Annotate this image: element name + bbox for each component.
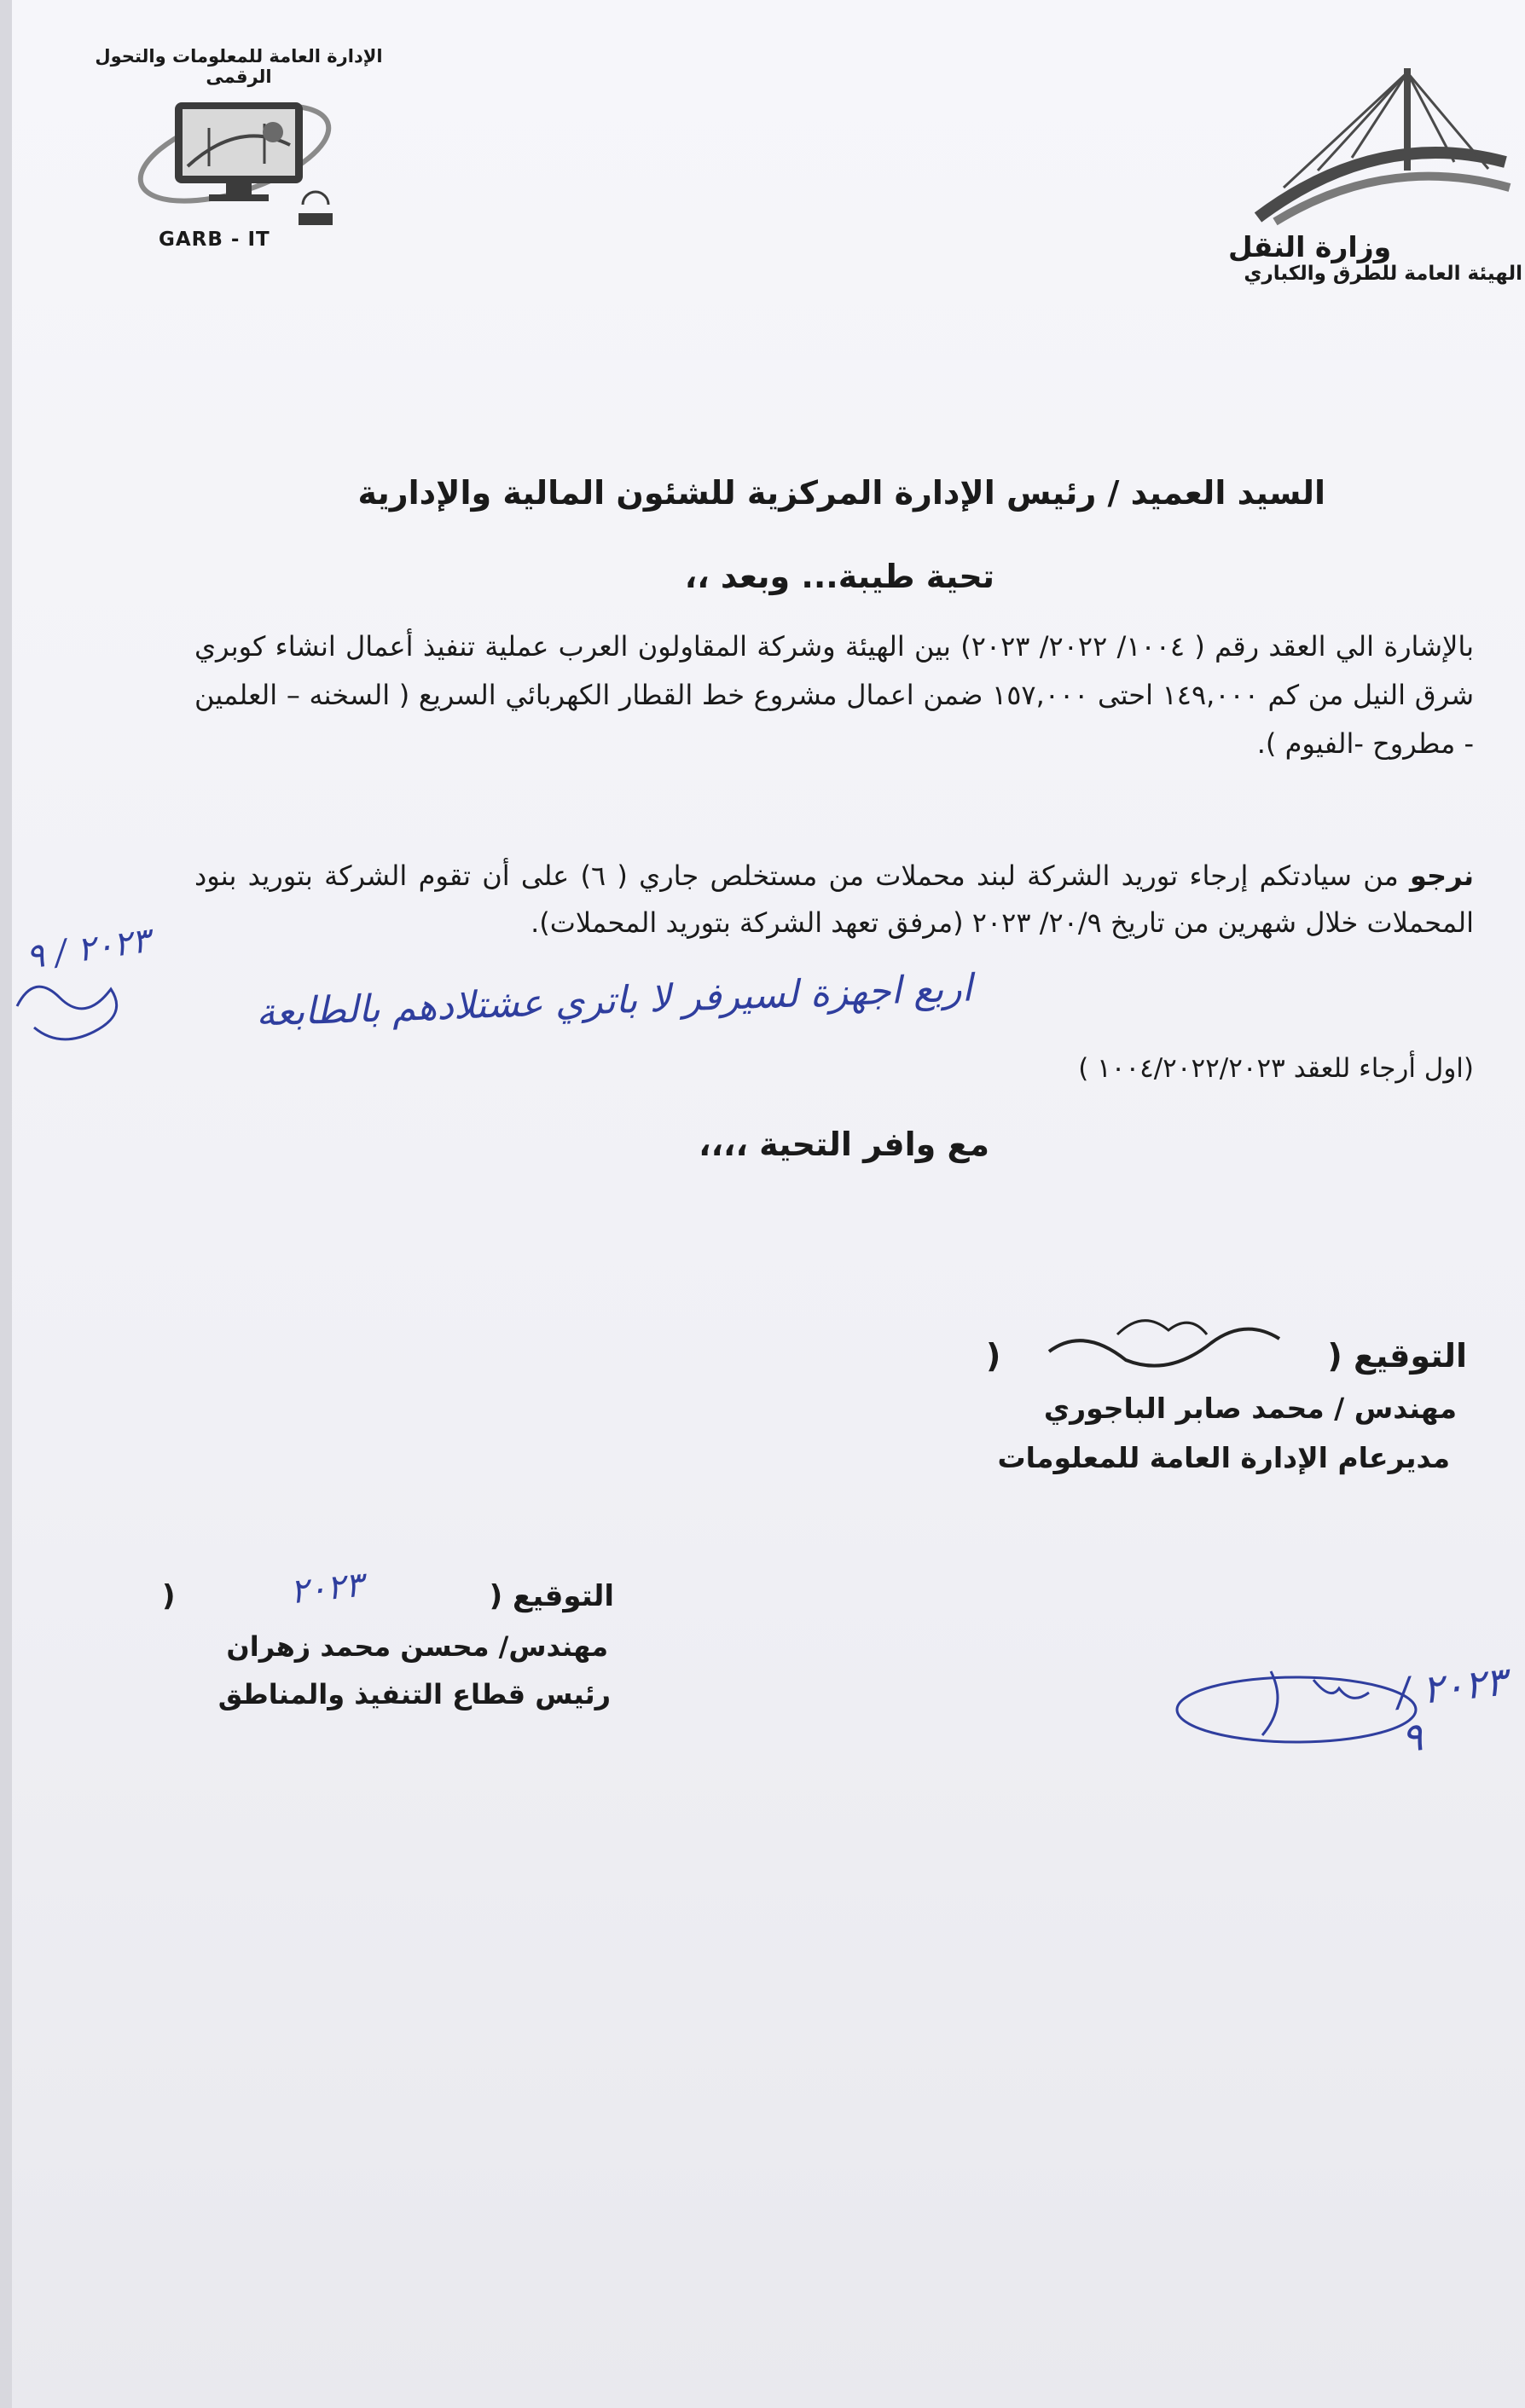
signature-1-label: التوقيع ( (1327, 1337, 1467, 1375)
first-request-note: (اول أرجاء للعقد ١٠٠٤/٢٠٢٢/٢٠٢٣ ) (1078, 1053, 1474, 1084)
handwritten-scribble-left (9, 955, 136, 1049)
paragraph-lead: نرجو (1409, 860, 1475, 892)
ministry-name: وزارة النقل (1228, 230, 1392, 263)
handwritten-date-right: ٢٠٢٣ / ٩ (1394, 1658, 1509, 1762)
handwritten-note: اربع اجهزة لسيرفر لا باتري عشتلادهم بالطابعة (255, 966, 973, 1035)
approval-signature-mark (1168, 1654, 1424, 1765)
signature-2-close: ) (162, 1579, 176, 1613)
signature-2-name: مهندس/ محسن محمد زهران (226, 1630, 608, 1663)
letter-closing: مع وافر التحية ،،،، (699, 1126, 989, 1163)
signature-2-initials: ٢٠٢٣ (287, 1565, 366, 1612)
bridge-logo (1250, 60, 1514, 230)
signature-1-name: مهندس / محمد صابر الباجوري (1043, 1392, 1457, 1425)
it-department-logo (128, 85, 350, 230)
paragraph-2-text: من سيادتكم إرجاء توريد الشركة لبند محملات من مستخلص جاري ( ٦) على أن تقوم الشركة بتوريد بنود المحملات خلال شهرين من تاريخ ٢٠/٩/ ٢٠٢٣ (مرفق تعهد الشركة بتوريد المحملات). (194, 860, 1474, 939)
signature-2-label: التوقيع ( (489, 1579, 614, 1613)
letter-greeting: تحية طيبة... وبعد ،، (684, 558, 994, 595)
letter-paragraph-1: بالإشارة الي العقد رقم ( ١٠٠٤/ ٢٠٢٢/ ٢٠٢٣) بين الهيئة وشركة المقاولون العرب عملية تنفيذ أعمال انشاء كوبري شرق النيل من كم ١٤٩,٠٠٠ احتى ١٥٧,٠٠٠ ضمن اعمال مشروع خط القطار الكهربائي السريع ( السخنه – العلمين - مطروح -الفيوم ). (194, 630, 1475, 760)
handwritten-date-left: ٢٠٢٣ / ٩ (23, 921, 153, 977)
signature-2-title: رئيس قطاع التنفيذ والمناطق (217, 1678, 611, 1710)
letter-paragraph-2 (194, 853, 1474, 946)
it-department-title: الإدارة العامة للمعلومات والتحول الرقمى (95, 46, 383, 87)
letter-addressee: السيد العميد / رئيس الإدارة المركزية للشئون المالية والإدارية (357, 474, 1325, 512)
it-department-code: GARB - IT (159, 229, 270, 251)
photo-edge (0, 0, 12, 2408)
signature-1-title: مديرعام الإدارة العامة للمعلومات (997, 1441, 1450, 1474)
signature-1-mark (1032, 1292, 1313, 1386)
signature-1-close: ) (986, 1337, 1001, 1375)
authority-name: الهيئة العامة للطرق والكباري (1244, 263, 1522, 285)
